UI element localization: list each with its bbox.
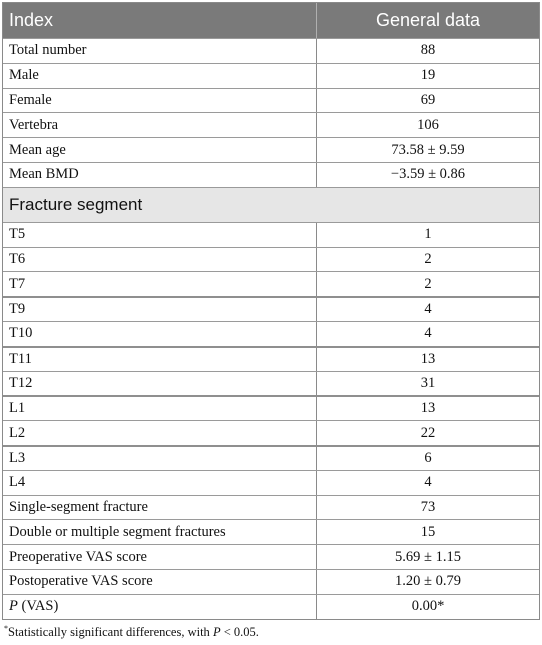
data-table xyxy=(2,2,540,620)
row-label: L1 xyxy=(3,397,317,420)
row-label: Vertebra xyxy=(3,113,317,137)
table-row xyxy=(3,420,539,445)
row-value: 1.20 ± 0.79 xyxy=(395,573,461,590)
table-row xyxy=(3,296,539,321)
table-row xyxy=(3,222,539,247)
table-row xyxy=(3,271,539,296)
row-label: Single-segment fracture xyxy=(3,496,317,520)
row-value: 73.58 ± 9.59 xyxy=(391,141,465,158)
p-label-suffix: (VAS) xyxy=(17,598,59,615)
table-header-row xyxy=(3,3,539,38)
header-general-data: General data xyxy=(375,10,481,30)
table-row xyxy=(3,321,539,346)
row-label: Mean BMD xyxy=(3,163,317,187)
table-row xyxy=(3,112,539,137)
table-row xyxy=(3,544,539,569)
table-row xyxy=(3,247,539,272)
row-value: 22 xyxy=(420,424,436,441)
header-index: Index xyxy=(3,3,317,38)
table-row xyxy=(3,371,539,396)
row-value: 13 xyxy=(420,400,436,417)
table-row xyxy=(3,519,539,544)
row-value: 106 xyxy=(417,116,439,133)
row-value: 4 xyxy=(424,301,432,318)
row-value: 0.00* xyxy=(411,598,445,615)
table-row xyxy=(3,445,539,470)
footnote-text-before: Statistically significant differences, with xyxy=(8,625,213,639)
row-label: L3 xyxy=(3,447,317,470)
row-label: Preoperative VAS score xyxy=(3,545,317,569)
row-label: Total number xyxy=(3,39,317,63)
row-label: Mean age xyxy=(3,138,317,162)
table-row xyxy=(3,162,539,187)
row-value: 4 xyxy=(424,474,432,491)
table-row xyxy=(3,88,539,113)
row-label: Double or multiple segment fractures xyxy=(3,520,317,544)
row-label xyxy=(3,595,317,619)
row-value: 4 xyxy=(424,325,432,342)
row-label: Male xyxy=(3,64,317,88)
row-label: T6 xyxy=(3,248,317,272)
table-row xyxy=(3,137,539,162)
row-value: 69 xyxy=(420,91,436,108)
row-label: L2 xyxy=(3,421,317,445)
row-value: 6 xyxy=(424,449,432,466)
row-label: L4 xyxy=(3,471,317,495)
row-label: T7 xyxy=(3,272,317,296)
footnote-p-symbol: P xyxy=(212,625,221,639)
row-value: 2 xyxy=(424,275,432,292)
row-value: 1 xyxy=(424,226,432,243)
row-value: 73 xyxy=(420,498,436,515)
row-label: T12 xyxy=(3,372,317,396)
row-value: 15 xyxy=(420,523,436,540)
section-header-fracture-segment: Fracture segment xyxy=(3,187,539,222)
row-value: 88 xyxy=(420,42,436,59)
row-label: T10 xyxy=(3,322,317,346)
row-value: 19 xyxy=(420,67,436,84)
row-label: Female xyxy=(3,89,317,113)
table-row xyxy=(3,346,539,371)
table-row xyxy=(3,38,539,63)
p-symbol: P xyxy=(9,598,18,615)
row-label: T9 xyxy=(3,298,317,321)
table-row xyxy=(3,470,539,495)
table-row xyxy=(3,569,539,594)
row-value: 13 xyxy=(420,350,436,367)
table-row-p-vas xyxy=(3,594,539,619)
row-value: 31 xyxy=(420,374,436,391)
row-value: 2 xyxy=(424,250,432,267)
row-label: T5 xyxy=(3,223,317,247)
row-value: 5.69 ± 1.15 xyxy=(395,548,461,565)
table-row xyxy=(3,395,539,420)
footnote-marker: * xyxy=(4,624,8,633)
table-footnote xyxy=(4,624,259,640)
footnote-text-after: < 0.05. xyxy=(220,625,259,639)
table-row xyxy=(3,63,539,88)
row-label: T11 xyxy=(3,348,317,371)
row-value: −3.59 ± 0.86 xyxy=(390,166,466,183)
table-row xyxy=(3,495,539,520)
row-label: Postoperative VAS score xyxy=(3,570,317,594)
